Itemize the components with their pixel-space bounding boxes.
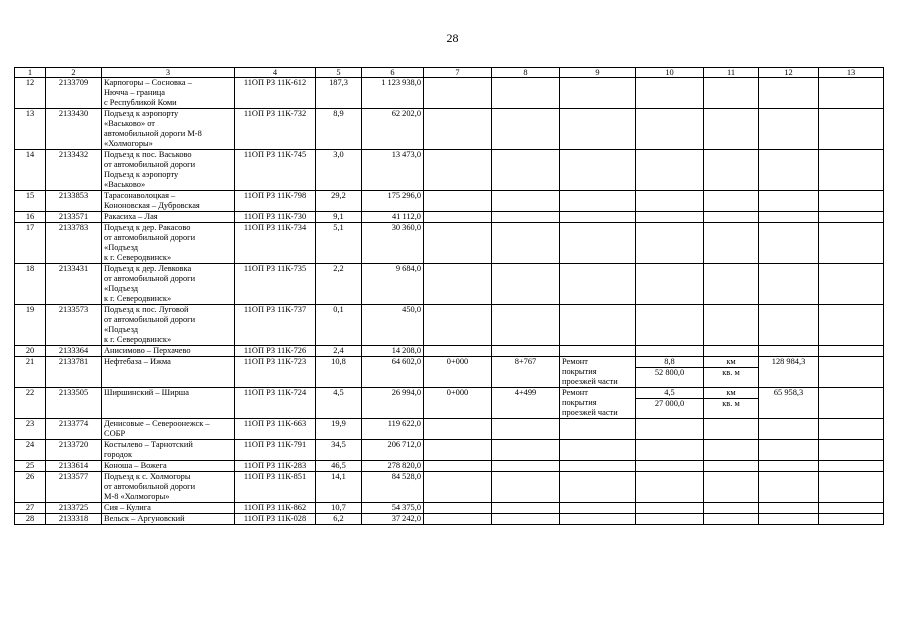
section-start bbox=[424, 472, 492, 503]
road-length: 46,5 bbox=[316, 461, 362, 472]
page-number: 28 bbox=[446, 31, 459, 45]
header-row bbox=[15, 68, 884, 78]
road-name: Подъезд к с. Холмогоры от автомобильной дороги М-8 «Холмогоры» bbox=[102, 472, 235, 503]
total-cost bbox=[759, 503, 819, 514]
road-length: 19,9 bbox=[316, 419, 362, 440]
section-end bbox=[492, 419, 560, 440]
row-number: 23 bbox=[15, 419, 46, 440]
work-type bbox=[560, 191, 636, 212]
total-cost bbox=[759, 212, 819, 223]
road-name: Денисовые – Североонежск – СОБР bbox=[102, 419, 235, 440]
section-start bbox=[424, 440, 492, 461]
work-type bbox=[560, 440, 636, 461]
table-row bbox=[15, 150, 884, 191]
row-number: 26 bbox=[15, 472, 46, 503]
section-start bbox=[424, 264, 492, 305]
unit-label: км bbox=[726, 388, 736, 397]
road-code: 2133432 bbox=[46, 150, 102, 191]
work-unit bbox=[704, 109, 759, 150]
quantity-value: 8,8 bbox=[664, 357, 675, 366]
road-length: 8,9 bbox=[316, 109, 362, 150]
road-name: Подъезд к аэропорту «Васьково» от автомобильной дороги М-8 «Холмогоры» bbox=[102, 109, 235, 150]
row-number: 18 bbox=[15, 264, 46, 305]
work-quantity bbox=[636, 503, 704, 514]
total-cost bbox=[759, 472, 819, 503]
note-cell bbox=[819, 150, 884, 191]
unit-label: кв. м bbox=[704, 367, 758, 378]
section-end bbox=[492, 264, 560, 305]
section-end bbox=[492, 191, 560, 212]
row-number: 27 bbox=[15, 503, 46, 514]
road-cost: 30 360,0 bbox=[362, 223, 424, 264]
section-end bbox=[492, 212, 560, 223]
work-unit bbox=[704, 150, 759, 191]
road-id: 11ОП РЗ 11К-851 bbox=[235, 472, 316, 503]
road-id: 11ОП РЗ 11К-734 bbox=[235, 223, 316, 264]
work-quantity bbox=[636, 357, 704, 388]
road-name: Подъезд к дер. Ракасово от автомобильной дороги «Подъезд к г. Северодвинск» bbox=[102, 223, 235, 264]
work-quantity bbox=[636, 212, 704, 223]
header-cell-10: 10 bbox=[636, 68, 704, 78]
note-cell bbox=[819, 223, 884, 264]
road-id: 11ОП РЗ 11К-791 bbox=[235, 440, 316, 461]
section-start bbox=[424, 109, 492, 150]
road-code: 2133783 bbox=[46, 223, 102, 264]
work-type bbox=[560, 503, 636, 514]
section-end bbox=[492, 78, 560, 109]
work-type bbox=[560, 305, 636, 346]
work-quantity bbox=[636, 461, 704, 472]
section-start: 0+000 bbox=[424, 388, 492, 419]
road-length: 0,1 bbox=[316, 305, 362, 346]
road-code: 2133774 bbox=[46, 419, 102, 440]
section-end bbox=[492, 472, 560, 503]
road-code: 2133573 bbox=[46, 305, 102, 346]
road-id: 11ОП РЗ 11К-663 bbox=[235, 419, 316, 440]
road-name: Вельск – Аргуновский bbox=[102, 514, 235, 525]
total-cost bbox=[759, 150, 819, 191]
header-cell-7: 7 bbox=[424, 68, 492, 78]
work-unit bbox=[704, 472, 759, 503]
total-cost bbox=[759, 440, 819, 461]
road-id: 11ОП РЗ 11К-724 bbox=[235, 388, 316, 419]
section-start: 0+000 bbox=[424, 357, 492, 388]
table-row bbox=[15, 191, 884, 212]
total-cost bbox=[759, 223, 819, 264]
note-cell bbox=[819, 440, 884, 461]
road-code: 2133430 bbox=[46, 109, 102, 150]
road-name: Ракасиха – Лая bbox=[102, 212, 235, 223]
road-id: 11ОП РЗ 11К-028 bbox=[235, 514, 316, 525]
road-cost: 9 684,0 bbox=[362, 264, 424, 305]
work-unit bbox=[704, 191, 759, 212]
note-cell bbox=[819, 503, 884, 514]
work-unit bbox=[704, 223, 759, 264]
total-cost bbox=[759, 514, 819, 525]
row-number: 24 bbox=[15, 440, 46, 461]
header-cell-11: 11 bbox=[704, 68, 759, 78]
road-id: 11ОП РЗ 11К-745 bbox=[235, 150, 316, 191]
total-cost bbox=[759, 346, 819, 357]
work-type bbox=[560, 264, 636, 305]
table-row bbox=[15, 514, 884, 525]
road-name: Анисимово – Перхачево bbox=[102, 346, 235, 357]
note-cell bbox=[819, 305, 884, 346]
road-code: 2133614 bbox=[46, 461, 102, 472]
road-name: Тарасонаволоцкая – Кононовская – Дубровская bbox=[102, 191, 235, 212]
section-end bbox=[492, 346, 560, 357]
section-end bbox=[492, 461, 560, 472]
road-name: Ширшинский – Ширша bbox=[102, 388, 235, 419]
table-row bbox=[15, 78, 884, 109]
road-name: Подъезд к пос. Луговой от автомобильной дороги «Подъезд к г. Северодвинск» bbox=[102, 305, 235, 346]
work-unit bbox=[704, 212, 759, 223]
quantity-value: 52 800,0 bbox=[636, 367, 703, 378]
road-length: 29,2 bbox=[316, 191, 362, 212]
road-cost: 175 296,0 bbox=[362, 191, 424, 212]
road-length: 10,7 bbox=[316, 503, 362, 514]
table-row bbox=[15, 419, 884, 440]
table-row bbox=[15, 440, 884, 461]
section-start bbox=[424, 78, 492, 109]
work-unit bbox=[704, 357, 759, 388]
header-cell-1: 1 bbox=[15, 68, 46, 78]
road-code: 2133709 bbox=[46, 78, 102, 109]
quantity-value: 27 000,0 bbox=[636, 398, 703, 409]
work-type bbox=[560, 109, 636, 150]
road-cost: 37 242,0 bbox=[362, 514, 424, 525]
table-row bbox=[15, 357, 884, 388]
road-name: Подъезд к пос. Васьково от автомобильной дороги Подъезд к аэропорту «Васьково» bbox=[102, 150, 235, 191]
note-cell bbox=[819, 461, 884, 472]
road-code: 2133577 bbox=[46, 472, 102, 503]
header-cell-5: 5 bbox=[316, 68, 362, 78]
unit-label: км bbox=[726, 357, 736, 366]
table-row bbox=[15, 472, 884, 503]
section-end bbox=[492, 440, 560, 461]
work-type bbox=[560, 150, 636, 191]
table-row bbox=[15, 388, 884, 419]
row-number: 19 bbox=[15, 305, 46, 346]
work-quantity bbox=[636, 419, 704, 440]
work-type bbox=[560, 212, 636, 223]
row-number: 25 bbox=[15, 461, 46, 472]
header-cell-2: 2 bbox=[46, 68, 102, 78]
table-row bbox=[15, 305, 884, 346]
road-code: 2133853 bbox=[46, 191, 102, 212]
road-code: 2133364 bbox=[46, 346, 102, 357]
header-cell-9: 9 bbox=[560, 68, 636, 78]
road-code: 2133431 bbox=[46, 264, 102, 305]
road-length: 14,1 bbox=[316, 472, 362, 503]
unit-label: кв. м bbox=[704, 398, 758, 409]
row-number: 12 bbox=[15, 78, 46, 109]
note-cell bbox=[819, 109, 884, 150]
table-row bbox=[15, 109, 884, 150]
road-id: 11ОП РЗ 11К-730 bbox=[235, 212, 316, 223]
row-number: 16 bbox=[15, 212, 46, 223]
work-quantity bbox=[636, 440, 704, 461]
work-unit bbox=[704, 514, 759, 525]
header-cell-4: 4 bbox=[235, 68, 316, 78]
header-cell-8: 8 bbox=[492, 68, 560, 78]
work-quantity bbox=[636, 78, 704, 109]
total-cost bbox=[759, 305, 819, 346]
road-name: Нефтебаза – Ижма bbox=[102, 357, 235, 388]
row-number: 28 bbox=[15, 514, 46, 525]
total-cost bbox=[759, 78, 819, 109]
work-type bbox=[560, 346, 636, 357]
work-type bbox=[560, 472, 636, 503]
road-length: 2,2 bbox=[316, 264, 362, 305]
work-type: Ремонт покрытия проезжей части bbox=[560, 388, 636, 419]
road-cost: 206 712,0 bbox=[362, 440, 424, 461]
table-row bbox=[15, 346, 884, 357]
road-name: Коноша – Вожега bbox=[102, 461, 235, 472]
total-cost bbox=[759, 191, 819, 212]
work-type bbox=[560, 419, 636, 440]
road-code: 2133318 bbox=[46, 514, 102, 525]
total-cost: 128 984,3 bbox=[759, 357, 819, 388]
row-number: 22 bbox=[15, 388, 46, 419]
row-number: 13 bbox=[15, 109, 46, 150]
section-start bbox=[424, 212, 492, 223]
section-start bbox=[424, 150, 492, 191]
road-code: 2133505 bbox=[46, 388, 102, 419]
table-row bbox=[15, 223, 884, 264]
road-id: 11ОП РЗ 11К-732 bbox=[235, 109, 316, 150]
note-cell bbox=[819, 472, 884, 503]
work-unit bbox=[704, 264, 759, 305]
header-cell-6: 6 bbox=[362, 68, 424, 78]
row-number: 15 bbox=[15, 191, 46, 212]
table-row bbox=[15, 461, 884, 472]
section-start bbox=[424, 305, 492, 346]
work-unit bbox=[704, 503, 759, 514]
road-length: 5,1 bbox=[316, 223, 362, 264]
work-quantity bbox=[636, 223, 704, 264]
road-length: 6,2 bbox=[316, 514, 362, 525]
road-code: 2133781 bbox=[46, 357, 102, 388]
note-cell bbox=[819, 264, 884, 305]
work-unit bbox=[704, 419, 759, 440]
road-cost: 41 112,0 bbox=[362, 212, 424, 223]
work-unit bbox=[704, 78, 759, 109]
section-end bbox=[492, 514, 560, 525]
road-length: 3,0 bbox=[316, 150, 362, 191]
total-cost bbox=[759, 264, 819, 305]
work-quantity bbox=[636, 264, 704, 305]
section-end: 8+767 bbox=[492, 357, 560, 388]
road-id: 11ОП РЗ 11К-798 bbox=[235, 191, 316, 212]
road-cost: 84 528,0 bbox=[362, 472, 424, 503]
total-cost: 65 958,3 bbox=[759, 388, 819, 419]
row-number: 20 bbox=[15, 346, 46, 357]
table-row bbox=[15, 212, 884, 223]
section-start bbox=[424, 461, 492, 472]
road-name: Сия – Кулига bbox=[102, 503, 235, 514]
table-body bbox=[15, 78, 884, 525]
note-cell bbox=[819, 357, 884, 388]
road-name: Костылево – Тарнотский городок bbox=[102, 440, 235, 461]
note-cell bbox=[819, 419, 884, 440]
road-length: 2,4 bbox=[316, 346, 362, 357]
section-end bbox=[492, 223, 560, 264]
work-type bbox=[560, 461, 636, 472]
work-unit bbox=[704, 346, 759, 357]
road-id: 11ОП РЗ 11К-612 bbox=[235, 78, 316, 109]
note-cell bbox=[819, 514, 884, 525]
work-quantity bbox=[636, 305, 704, 346]
road-cost: 26 994,0 bbox=[362, 388, 424, 419]
section-start bbox=[424, 503, 492, 514]
road-id: 11ОП РЗ 11К-737 bbox=[235, 305, 316, 346]
row-number: 21 bbox=[15, 357, 46, 388]
note-cell bbox=[819, 191, 884, 212]
road-cost: 119 622,0 bbox=[362, 419, 424, 440]
road-cost: 278 820,0 bbox=[362, 461, 424, 472]
road-length: 4,5 bbox=[316, 388, 362, 419]
note-cell bbox=[819, 388, 884, 419]
work-quantity bbox=[636, 346, 704, 357]
section-start bbox=[424, 191, 492, 212]
work-unit bbox=[704, 305, 759, 346]
road-name: Подъезд к дер. Левковка от автомобильной дороги «Подъезд к г. Северодвинск» bbox=[102, 264, 235, 305]
road-cost: 13 473,0 bbox=[362, 150, 424, 191]
table-row bbox=[15, 264, 884, 305]
row-number: 14 bbox=[15, 150, 46, 191]
header-cell-12: 12 bbox=[759, 68, 819, 78]
work-type bbox=[560, 78, 636, 109]
work-type bbox=[560, 223, 636, 264]
total-cost bbox=[759, 461, 819, 472]
table-row bbox=[15, 503, 884, 514]
road-id: 11ОП РЗ 11К-862 bbox=[235, 503, 316, 514]
road-length: 187,3 bbox=[316, 78, 362, 109]
section-start bbox=[424, 514, 492, 525]
section-end bbox=[492, 150, 560, 191]
note-cell bbox=[819, 212, 884, 223]
road-code: 2133571 bbox=[46, 212, 102, 223]
work-type: Ремонт покрытия проезжей части bbox=[560, 357, 636, 388]
header-cell-13: 13 bbox=[819, 68, 884, 78]
section-end bbox=[492, 503, 560, 514]
section-end bbox=[492, 109, 560, 150]
work-quantity bbox=[636, 191, 704, 212]
header-cell-3: 3 bbox=[102, 68, 235, 78]
road-id: 11ОП РЗ 11К-723 bbox=[235, 357, 316, 388]
road-length: 34,5 bbox=[316, 440, 362, 461]
road-cost: 450,0 bbox=[362, 305, 424, 346]
row-number: 17 bbox=[15, 223, 46, 264]
work-unit bbox=[704, 440, 759, 461]
section-end: 4+499 bbox=[492, 388, 560, 419]
road-cost: 64 602,0 bbox=[362, 357, 424, 388]
road-code: 2133725 bbox=[46, 503, 102, 514]
note-cell bbox=[819, 346, 884, 357]
road-cost: 1 123 938,0 bbox=[362, 78, 424, 109]
work-unit bbox=[704, 388, 759, 419]
road-length: 10,8 bbox=[316, 357, 362, 388]
work-unit bbox=[704, 461, 759, 472]
section-start bbox=[424, 419, 492, 440]
road-name: Карпогоры – Сосновка – Нючча – граница с Республикой Коми bbox=[102, 78, 235, 109]
work-quantity bbox=[636, 388, 704, 419]
work-quantity bbox=[636, 514, 704, 525]
road-code: 2133720 bbox=[46, 440, 102, 461]
work-quantity bbox=[636, 109, 704, 150]
road-cost: 14 208,0 bbox=[362, 346, 424, 357]
road-id: 11ОП РЗ 11К-283 bbox=[235, 461, 316, 472]
note-cell bbox=[819, 78, 884, 109]
road-id: 11ОП РЗ 11К-735 bbox=[235, 264, 316, 305]
work-quantity bbox=[636, 150, 704, 191]
road-id: 11ОП РЗ 11К-726 bbox=[235, 346, 316, 357]
road-length: 9,1 bbox=[316, 212, 362, 223]
total-cost bbox=[759, 109, 819, 150]
road-cost: 54 375,0 bbox=[362, 503, 424, 514]
work-type bbox=[560, 514, 636, 525]
section-end bbox=[492, 305, 560, 346]
total-cost bbox=[759, 419, 819, 440]
section-start bbox=[424, 223, 492, 264]
work-quantity bbox=[636, 472, 704, 503]
road-cost: 62 202,0 bbox=[362, 109, 424, 150]
section-start bbox=[424, 346, 492, 357]
quantity-value: 4,5 bbox=[664, 388, 675, 397]
road-works-table bbox=[14, 67, 884, 525]
